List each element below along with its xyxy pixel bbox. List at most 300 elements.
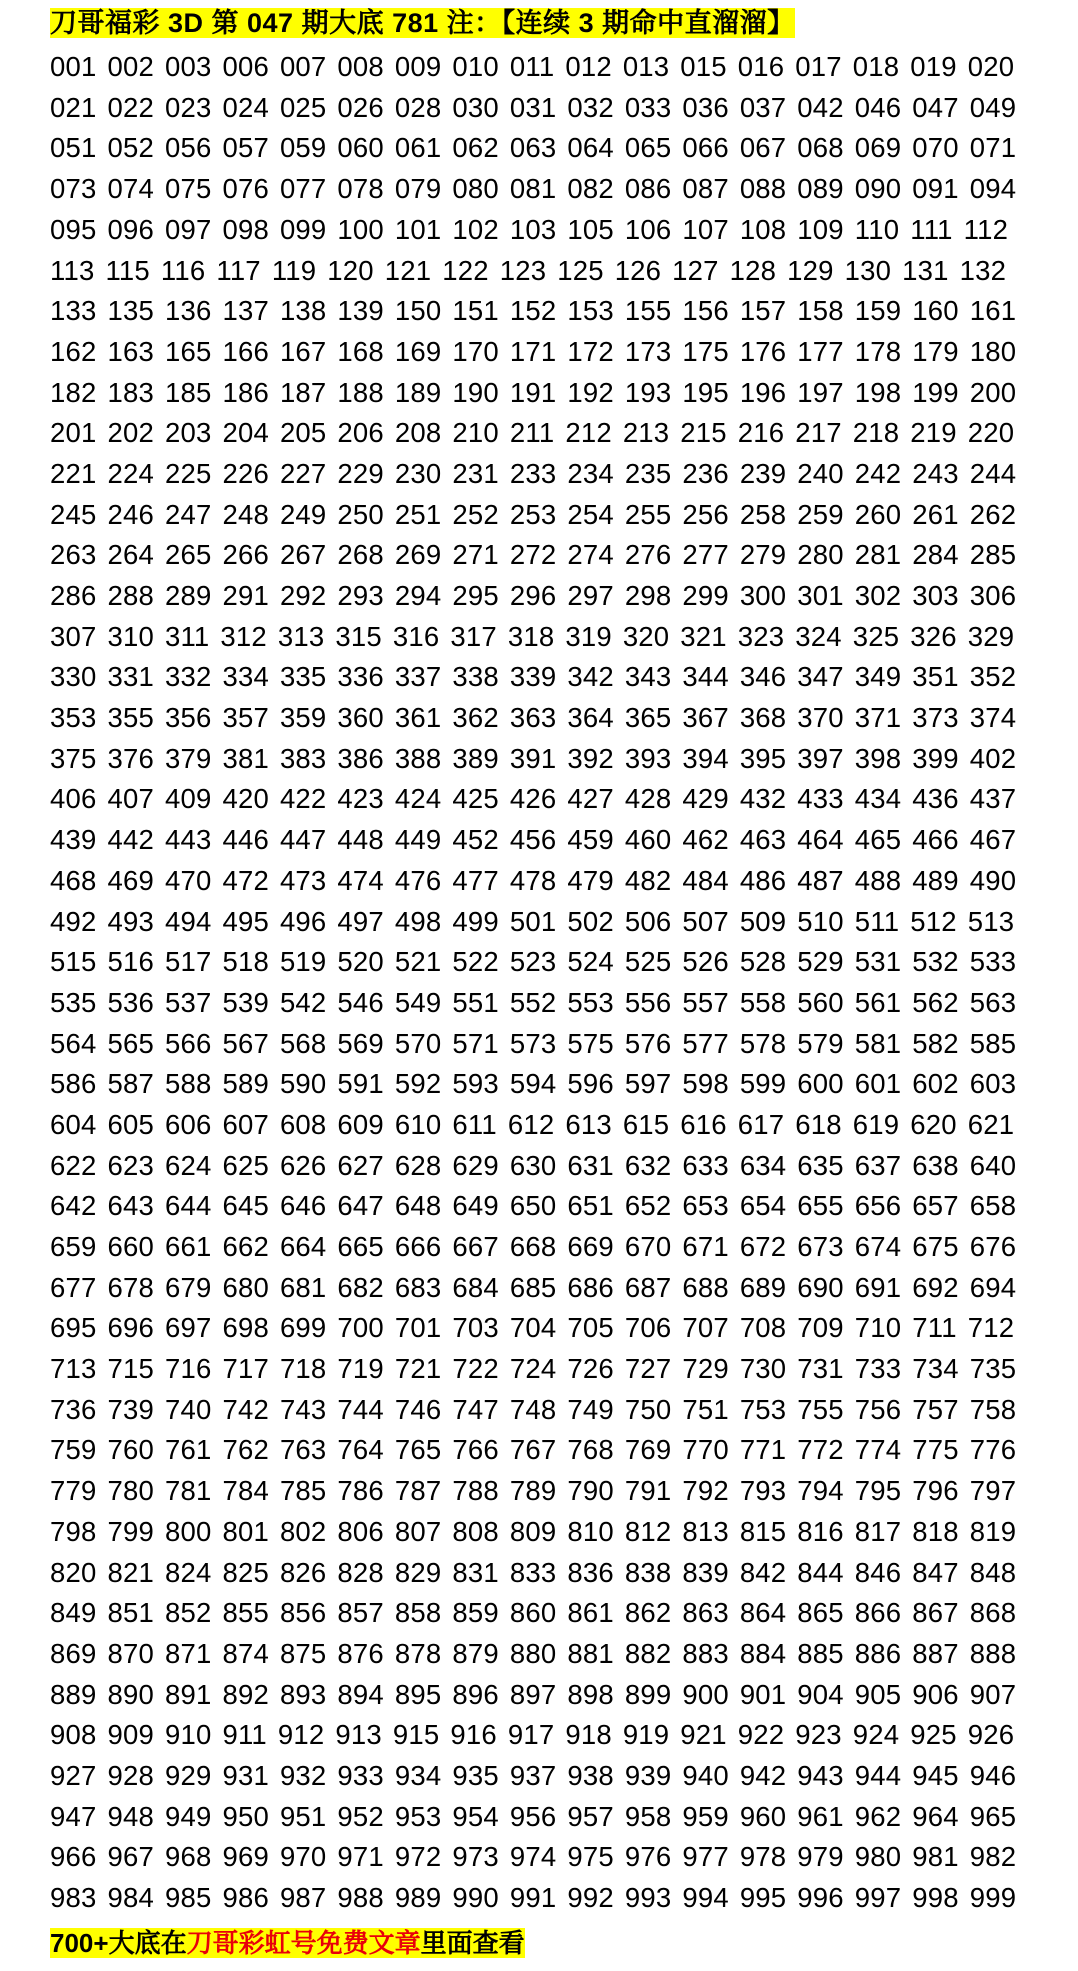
number-cell: 687 <box>624 1271 672 1303</box>
number-cell: 494 <box>164 905 212 937</box>
number-cell: 894 <box>337 1678 384 1710</box>
number-cell: 428 <box>624 783 672 815</box>
number-cell: 697 <box>164 1312 212 1344</box>
number-cell: 779 <box>50 1475 97 1507</box>
number-cell: 905 <box>854 1678 902 1710</box>
number-cell: 859 <box>452 1597 499 1629</box>
number-cell: 280 <box>797 539 844 571</box>
number-cell: 253 <box>509 498 557 530</box>
number-cell: 575 <box>567 1027 614 1059</box>
number-cell: 876 <box>337 1637 384 1669</box>
number-cell: 979 <box>797 1841 844 1873</box>
number-cell: 528 <box>739 946 787 978</box>
number-cell: 798 <box>50 1515 97 1547</box>
number-cell: 802 <box>279 1515 327 1547</box>
number-cell: 371 <box>854 702 902 734</box>
number-cell: 313 <box>277 620 325 652</box>
number-cell: 887 <box>912 1637 959 1669</box>
number-cell: 370 <box>797 702 844 734</box>
number-cell: 757 <box>912 1393 959 1425</box>
number-cell: 618 <box>795 1108 842 1140</box>
number-cell: 688 <box>682 1271 729 1303</box>
number-cell: 847 <box>912 1556 959 1588</box>
number-cell: 183 <box>107 376 154 408</box>
number-cell: 351 <box>912 661 959 693</box>
number-cell: 831 <box>452 1556 499 1588</box>
number-cell: 533 <box>969 946 1017 978</box>
number-cell: 795 <box>854 1475 902 1507</box>
number-cell: 189 <box>394 376 442 408</box>
number-cell: 565 <box>107 1027 154 1059</box>
number-cell: 102 <box>452 213 499 245</box>
number-cell: 742 <box>222 1393 269 1425</box>
number-cell: 155 <box>624 295 672 327</box>
number-cell: 994 <box>682 1882 729 1914</box>
number-cell: 806 <box>337 1515 384 1547</box>
number-cell: 531 <box>854 946 902 978</box>
number-cell: 236 <box>682 457 729 489</box>
number-cell: 486 <box>739 864 787 896</box>
number-cell: 499 <box>452 905 499 937</box>
number-cell: 863 <box>682 1597 729 1629</box>
number-cell: 864 <box>739 1597 787 1629</box>
number-cell: 259 <box>797 498 844 530</box>
number-cell: 542 <box>279 986 327 1018</box>
number-cell: 563 <box>969 986 1017 1018</box>
number-cell: 578 <box>739 1027 787 1059</box>
number-cell: 353 <box>50 702 97 734</box>
number-cell: 446 <box>222 824 269 856</box>
number-cell: 249 <box>279 498 327 530</box>
number-cell: 245 <box>50 498 97 530</box>
number-cell: 856 <box>279 1597 327 1629</box>
number-cell: 857 <box>337 1597 384 1629</box>
number-cell: 993 <box>624 1882 672 1914</box>
number-cell: 080 <box>452 173 499 205</box>
number-cell: 061 <box>394 132 442 164</box>
number-cell: 502 <box>567 905 614 937</box>
number-cell: 196 <box>739 376 787 408</box>
number-cell: 970 <box>279 1841 327 1873</box>
number-cell: 884 <box>739 1637 787 1669</box>
number-cell: 705 <box>567 1312 614 1344</box>
number-cell: 199 <box>912 376 959 408</box>
number-cell: 609 <box>337 1108 384 1140</box>
number-cell: 567 <box>222 1027 269 1059</box>
number-cell: 439 <box>50 824 97 856</box>
number-cell: 816 <box>797 1515 844 1547</box>
number-cell: 978 <box>739 1841 787 1873</box>
number-cell: 665 <box>337 1231 384 1263</box>
number-cell: 296 <box>509 580 557 612</box>
number-cell: 260 <box>854 498 902 530</box>
number-cell: 506 <box>624 905 672 937</box>
number-cell: 900 <box>682 1678 729 1710</box>
number-cell: 095 <box>50 213 97 245</box>
number-cell: 681 <box>279 1271 327 1303</box>
number-cell: 464 <box>797 824 844 856</box>
number-cell: 489 <box>912 864 959 896</box>
number-cell: 368 <box>739 702 787 734</box>
number-cell: 990 <box>452 1882 499 1914</box>
number-cell: 213 <box>622 417 670 449</box>
number-cell: 009 <box>394 51 442 83</box>
number-cell: 950 <box>222 1800 269 1832</box>
number-cell: 252 <box>452 498 499 530</box>
number-cell: 360 <box>337 702 384 734</box>
number-cell: 166 <box>222 335 269 367</box>
number-cell: 631 <box>567 1149 614 1181</box>
number-cell: 208 <box>394 417 442 449</box>
number-cell: 851 <box>107 1597 154 1629</box>
number-cell: 081 <box>509 173 557 205</box>
number-cell: 383 <box>279 742 327 774</box>
number-cell: 420 <box>222 783 269 815</box>
number-cell: 750 <box>624 1393 672 1425</box>
number-cell: 627 <box>337 1149 384 1181</box>
number-cell: 456 <box>509 824 557 856</box>
number-cell: 577 <box>682 1027 729 1059</box>
number-cell: 656 <box>854 1190 902 1222</box>
number-cell: 379 <box>164 742 212 774</box>
number-cell: 703 <box>452 1312 499 1344</box>
number-cell: 716 <box>164 1353 212 1385</box>
number-cell: 163 <box>107 335 154 367</box>
number-cell: 632 <box>624 1149 672 1181</box>
number-cell: 769 <box>624 1434 672 1466</box>
number-cell: 117 <box>216 254 261 286</box>
number-cell: 869 <box>50 1637 97 1669</box>
number-cell: 498 <box>394 905 442 937</box>
number-cell: 425 <box>452 783 499 815</box>
number-cell: 871 <box>164 1637 212 1669</box>
number-cell: 801 <box>222 1515 269 1547</box>
number-cell: 966 <box>50 1841 97 1873</box>
number-cell: 197 <box>797 376 844 408</box>
number-cell: 376 <box>107 742 154 774</box>
number-cell: 730 <box>739 1353 787 1385</box>
number-cell: 493 <box>107 905 154 937</box>
number-cell: 436 <box>912 783 959 815</box>
number-cell: 049 <box>969 91 1017 123</box>
number-cell: 669 <box>567 1231 614 1263</box>
number-cell: 789 <box>509 1475 557 1507</box>
number-cell: 086 <box>624 173 672 205</box>
number-cell: 623 <box>107 1149 154 1181</box>
number-cell: 733 <box>854 1353 902 1385</box>
number-cell: 094 <box>969 173 1017 205</box>
number-cell: 964 <box>912 1800 959 1832</box>
number-cell: 226 <box>222 457 269 489</box>
number-cell: 793 <box>739 1475 787 1507</box>
number-cell: 373 <box>912 702 959 734</box>
number-cell: 670 <box>624 1231 672 1263</box>
number-cell: 945 <box>912 1759 959 1791</box>
number-cell: 200 <box>969 376 1017 408</box>
number-cell: 251 <box>394 498 442 530</box>
number-cell: 301 <box>797 580 844 612</box>
number-cell: 167 <box>279 335 327 367</box>
number-cell: 250 <box>337 498 384 530</box>
number-cell: 217 <box>795 417 842 449</box>
number-cell: 956 <box>509 1800 557 1832</box>
number-cell: 258 <box>739 498 787 530</box>
number-cell: 190 <box>452 376 499 408</box>
number-cell: 535 <box>50 986 97 1018</box>
number-cell: 205 <box>279 417 327 449</box>
number-cell: 836 <box>567 1556 614 1588</box>
number-cell: 468 <box>50 864 97 896</box>
number-cell: 818 <box>912 1515 959 1547</box>
number-cell: 476 <box>394 864 442 896</box>
number-cell: 513 <box>967 905 1015 937</box>
number-cell: 943 <box>797 1759 844 1791</box>
number-cell: 225 <box>164 457 212 489</box>
number-cell: 591 <box>337 1068 384 1100</box>
number-cell: 161 <box>969 295 1017 327</box>
number-cell: 893 <box>279 1678 327 1710</box>
number-cell: 079 <box>394 173 442 205</box>
number-cell: 771 <box>739 1434 787 1466</box>
number-cell: 393 <box>624 742 672 774</box>
number-cell: 073 <box>50 173 97 205</box>
number-cell: 906 <box>912 1678 959 1710</box>
number-cell: 449 <box>394 824 442 856</box>
number-cell: 937 <box>509 1759 557 1791</box>
number-cell: 169 <box>394 335 442 367</box>
number-cell: 599 <box>739 1068 787 1100</box>
number-cell: 762 <box>222 1434 269 1466</box>
number-cell: 407 <box>107 783 154 815</box>
number-cell: 152 <box>509 295 557 327</box>
number-cell: 057 <box>222 132 269 164</box>
number-cell: 655 <box>797 1190 844 1222</box>
number-cell: 127 <box>672 254 719 286</box>
number-cell: 596 <box>567 1068 614 1100</box>
number-cell: 570 <box>394 1027 442 1059</box>
number-cell: 989 <box>394 1882 442 1914</box>
number-cell: 582 <box>912 1027 959 1059</box>
number-cell: 790 <box>567 1475 614 1507</box>
number-cell: 785 <box>279 1475 327 1507</box>
number-cell: 626 <box>279 1149 327 1181</box>
number-cell: 484 <box>682 864 729 896</box>
number-cell: 659 <box>50 1231 97 1263</box>
number-cell: 620 <box>910 1108 957 1140</box>
number-cell: 874 <box>222 1637 269 1669</box>
number-cell: 362 <box>452 702 499 734</box>
number-cell: 138 <box>279 295 327 327</box>
number-cell: 739 <box>107 1393 154 1425</box>
number-cell: 922 <box>737 1719 785 1751</box>
number-cell: 786 <box>337 1475 384 1507</box>
number-cell: 710 <box>854 1312 902 1344</box>
number-cell: 107 <box>682 213 729 245</box>
number-cell: 910 <box>164 1719 212 1751</box>
number-cell: 279 <box>739 539 787 571</box>
number-cell: 137 <box>222 295 269 327</box>
number-cell: 808 <box>452 1515 499 1547</box>
number-cell: 692 <box>912 1271 959 1303</box>
number-cell: 951 <box>279 1800 327 1832</box>
number-cell: 691 <box>854 1271 902 1303</box>
number-cell: 467 <box>969 824 1017 856</box>
number-cell: 959 <box>682 1800 729 1832</box>
number-cell: 087 <box>682 173 729 205</box>
number-cell: 715 <box>107 1353 154 1385</box>
number-cell: 706 <box>624 1312 672 1344</box>
number-cell: 961 <box>797 1800 844 1832</box>
number-cell: 288 <box>107 580 154 612</box>
number-cell: 568 <box>279 1027 327 1059</box>
number-cell: 800 <box>164 1515 212 1547</box>
number-cell: 089 <box>797 173 844 205</box>
number-cell: 644 <box>164 1190 212 1222</box>
number-cell: 761 <box>164 1434 212 1466</box>
number-cell: 510 <box>797 905 844 937</box>
number-cell: 861 <box>567 1597 614 1629</box>
number-cell: 932 <box>279 1759 327 1791</box>
number-cell: 604 <box>50 1108 97 1140</box>
number-cell: 657 <box>912 1190 959 1222</box>
number-cell: 006 <box>222 51 269 83</box>
number-cell: 030 <box>452 91 499 123</box>
number-cell: 995 <box>739 1882 787 1914</box>
number-cell: 339 <box>509 661 557 693</box>
number-cell: 616 <box>680 1108 727 1140</box>
number-cell: 680 <box>222 1271 269 1303</box>
number-cell: 059 <box>279 132 327 164</box>
number-cell: 065 <box>624 132 672 164</box>
number-cell: 292 <box>279 580 327 612</box>
number-cell: 825 <box>222 1556 269 1588</box>
number-cell: 976 <box>624 1841 672 1873</box>
number-cell: 812 <box>624 1515 672 1547</box>
number-cell: 310 <box>107 620 154 652</box>
number-cell: 119 <box>271 254 317 286</box>
number-cell: 139 <box>337 295 384 327</box>
number-cell: 889 <box>50 1678 97 1710</box>
number-cell: 477 <box>452 864 499 896</box>
number-cell: 842 <box>739 1556 787 1588</box>
number-cell: 686 <box>567 1271 614 1303</box>
number-cell: 522 <box>452 946 499 978</box>
number-cell: 423 <box>337 783 384 815</box>
number-cell: 098 <box>222 213 269 245</box>
number-cell: 229 <box>337 457 384 489</box>
number-cell: 033 <box>624 91 672 123</box>
number-cell: 406 <box>50 783 97 815</box>
number-cell: 933 <box>337 1759 384 1791</box>
number-cell: 901 <box>739 1678 787 1710</box>
number-cell: 753 <box>739 1393 787 1425</box>
number-cell: 792 <box>682 1475 729 1507</box>
number-cell: 601 <box>854 1068 902 1100</box>
number-cell: 740 <box>164 1393 212 1425</box>
number-cell: 661 <box>164 1231 212 1263</box>
number-cell: 918 <box>565 1719 612 1751</box>
number-cell: 622 <box>50 1149 97 1181</box>
number-cell: 866 <box>854 1597 902 1629</box>
number-cell: 524 <box>567 946 614 978</box>
number-cell: 220 <box>967 417 1015 449</box>
number-cell: 820 <box>50 1556 97 1588</box>
number-cell: 721 <box>394 1353 442 1385</box>
number-cell: 957 <box>567 1800 614 1832</box>
number-cell: 549 <box>394 986 442 1018</box>
number-cell: 916 <box>450 1719 497 1751</box>
number-cell: 060 <box>337 132 384 164</box>
number-cell: 765 <box>394 1434 442 1466</box>
number-cell: 042 <box>797 91 844 123</box>
number-cell: 193 <box>624 376 672 408</box>
number-cell: 254 <box>567 498 614 530</box>
number-cell: 121 <box>384 254 432 286</box>
number-cell: 934 <box>394 1759 442 1791</box>
number-cell: 240 <box>797 457 844 489</box>
number-cell: 935 <box>452 1759 499 1791</box>
number-cell: 658 <box>969 1190 1017 1222</box>
number-cell: 076 <box>222 173 269 205</box>
number-cell: 708 <box>739 1312 787 1344</box>
number-cell: 306 <box>969 580 1017 612</box>
number-cell: 495 <box>222 905 269 937</box>
number-cell: 946 <box>969 1759 1017 1791</box>
number-cell: 662 <box>222 1231 269 1263</box>
number-cell: 108 <box>739 213 787 245</box>
number-cell: 744 <box>337 1393 384 1425</box>
number-cell: 113 <box>50 254 95 286</box>
number-cell: 262 <box>969 498 1017 530</box>
number-cell: 221 <box>50 457 97 489</box>
number-cell: 929 <box>164 1759 212 1791</box>
number-cell: 571 <box>452 1027 499 1059</box>
number-cell: 645 <box>222 1190 269 1222</box>
number-cell: 717 <box>222 1353 269 1385</box>
number-cell: 860 <box>509 1597 557 1629</box>
number-cell: 556 <box>624 986 672 1018</box>
number-cell: 516 <box>107 946 154 978</box>
number-cell: 069 <box>854 132 902 164</box>
number-cell: 760 <box>107 1434 154 1466</box>
number-cell: 090 <box>854 173 902 205</box>
number-cell: 389 <box>452 742 499 774</box>
number-cell: 173 <box>624 335 672 367</box>
number-cell: 676 <box>969 1231 1017 1263</box>
number-cell: 824 <box>164 1556 212 1588</box>
number-cell: 960 <box>739 1800 787 1832</box>
number-cell: 996 <box>797 1882 844 1914</box>
number-cell: 700 <box>337 1312 384 1344</box>
number-cell: 268 <box>337 539 384 571</box>
number-cell: 938 <box>567 1759 614 1791</box>
number-cell: 067 <box>739 132 787 164</box>
number-cell: 597 <box>624 1068 672 1100</box>
number-cell: 332 <box>164 661 212 693</box>
number-cell: 518 <box>222 946 269 978</box>
number-cell: 202 <box>107 417 154 449</box>
number-cell: 157 <box>739 295 787 327</box>
number-cell: 032 <box>567 91 614 123</box>
number-cell: 070 <box>912 132 959 164</box>
number-cell: 653 <box>682 1190 729 1222</box>
number-cell: 709 <box>797 1312 844 1344</box>
number-cell: 947 <box>50 1800 97 1832</box>
number-cell: 335 <box>279 661 327 693</box>
number-cell: 844 <box>797 1556 844 1588</box>
number-cell: 501 <box>509 905 557 937</box>
number-cell: 003 <box>164 51 212 83</box>
